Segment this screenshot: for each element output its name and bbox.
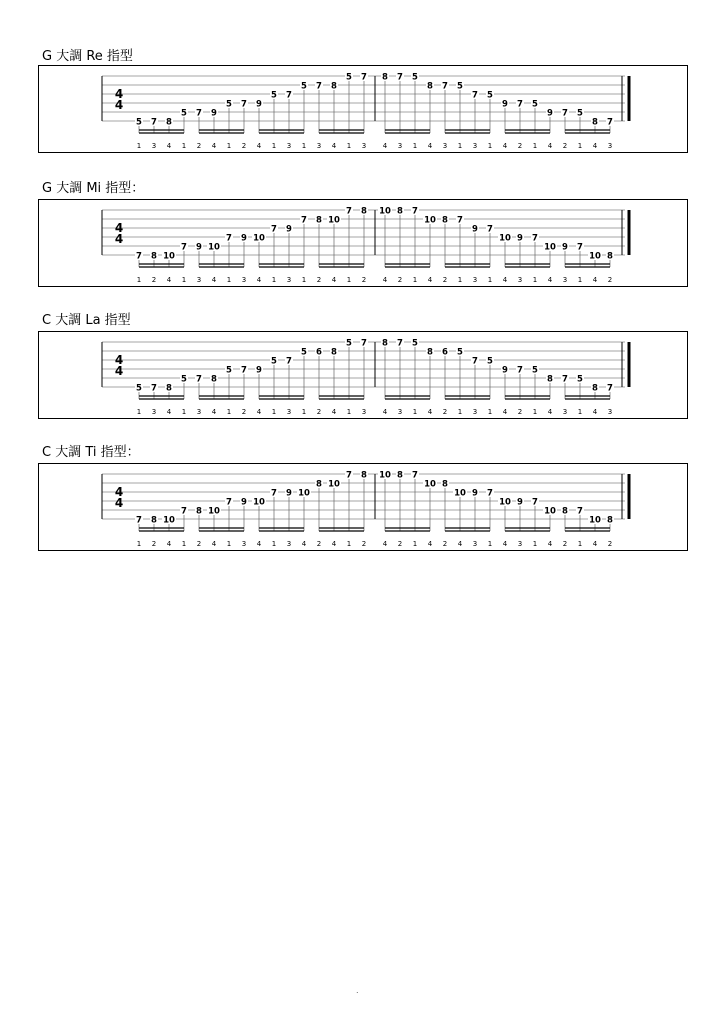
finger-number: 1	[271, 142, 277, 150]
fret-number: 5	[181, 374, 187, 385]
finger-number: 1	[532, 540, 538, 548]
fret-number: 9	[502, 365, 508, 376]
finger-number: 4	[211, 408, 217, 416]
finger-number: 2	[562, 142, 568, 150]
fret-number: 10	[499, 497, 511, 508]
fret-number: 5	[136, 117, 142, 128]
finger-number: 1	[181, 408, 187, 416]
fret-number: 10	[328, 479, 340, 490]
fret-number: 7	[472, 356, 478, 367]
fret-number: 7	[397, 72, 403, 83]
fret-number: 8	[592, 383, 598, 394]
fret-number: 5	[346, 72, 352, 83]
finger-number: 1	[412, 408, 418, 416]
fret-number: 7	[472, 90, 478, 101]
fret-number: 7	[136, 515, 142, 526]
fret-number: 8	[331, 347, 337, 358]
fret-number: 7	[226, 497, 232, 508]
fret-number: 7	[517, 365, 523, 376]
time-signature-bottom: 4	[114, 496, 124, 510]
finger-number: 3	[286, 276, 292, 284]
fret-number: 5	[271, 90, 277, 101]
finger-number: 4	[301, 540, 307, 548]
fret-number: 7	[301, 215, 307, 226]
fret-number: 7	[181, 506, 187, 517]
finger-number: 4	[592, 142, 598, 150]
finger-number: 1	[301, 142, 307, 150]
finger-number: 2	[241, 408, 247, 416]
finger-number: 4	[331, 276, 337, 284]
finger-number: 4	[592, 408, 598, 416]
fret-number: 10	[328, 215, 340, 226]
fret-number: 10	[589, 515, 601, 526]
tab-title-g-re: G 大調 Re 指型	[42, 49, 133, 64]
finger-number: 1	[487, 142, 493, 150]
finger-number: 1	[226, 408, 232, 416]
finger-number: 2	[196, 540, 202, 548]
fret-number: 10	[379, 470, 391, 481]
finger-number: 1	[181, 540, 187, 548]
fret-number: 10	[454, 488, 466, 499]
time-signature-top: 4	[114, 87, 124, 101]
finger-number: 2	[442, 540, 448, 548]
fret-number: 7	[487, 224, 493, 235]
finger-number: 4	[547, 408, 553, 416]
fret-number: 7	[271, 224, 277, 235]
finger-number: 1	[226, 142, 232, 150]
fret-number: 5	[487, 356, 493, 367]
fret-number: 8	[151, 515, 157, 526]
fret-number: 10	[253, 233, 265, 244]
finger-number: 2	[607, 276, 613, 284]
finger-number: 4	[256, 408, 262, 416]
finger-number: 3	[241, 276, 247, 284]
finger-number: 3	[196, 276, 202, 284]
finger-number: 1	[457, 142, 463, 150]
fret-number: 7	[196, 108, 202, 119]
finger-number: 3	[517, 276, 523, 284]
fret-number: 8	[211, 374, 217, 385]
fret-number: 7	[346, 470, 352, 481]
fret-number: 10	[208, 506, 220, 517]
fret-number: 7	[487, 488, 493, 499]
fret-number: 9	[517, 233, 523, 244]
fret-number: 9	[517, 497, 523, 508]
fret-number: 8	[361, 206, 367, 217]
finger-number: 2	[316, 276, 322, 284]
fret-number: 5	[457, 81, 463, 92]
fret-number: 9	[472, 488, 478, 499]
fret-number: 9	[256, 99, 262, 110]
finger-number: 1	[532, 408, 538, 416]
finger-number: 4	[382, 276, 388, 284]
finger-number: 4	[256, 540, 262, 548]
time-signature-top: 4	[114, 221, 124, 235]
finger-number: 2	[607, 540, 613, 548]
fret-number: 8	[607, 251, 613, 262]
fret-number: 7	[577, 242, 583, 253]
finger-number: 2	[316, 540, 322, 548]
fret-number: 8	[607, 515, 613, 526]
fret-number: 5	[346, 338, 352, 349]
fret-number: 7	[346, 206, 352, 217]
finger-number: 2	[151, 540, 157, 548]
fret-number: 8	[361, 470, 367, 481]
finger-number: 2	[442, 408, 448, 416]
finger-number: 3	[286, 540, 292, 548]
finger-number: 4	[211, 276, 217, 284]
finger-number: 4	[331, 540, 337, 548]
fret-number: 8	[196, 506, 202, 517]
finger-number: 2	[361, 276, 367, 284]
finger-number: 3	[361, 408, 367, 416]
finger-number: 4	[256, 142, 262, 150]
fret-number: 9	[286, 488, 292, 499]
finger-number: 3	[397, 408, 403, 416]
finger-number: 4	[166, 142, 172, 150]
fret-number: 5	[301, 347, 307, 358]
fret-number: 9	[547, 108, 553, 119]
finger-number: 3	[607, 142, 613, 150]
finger-number: 1	[457, 408, 463, 416]
fret-number: 10	[163, 515, 175, 526]
finger-number: 4	[331, 408, 337, 416]
tab-staff-c-la	[38, 331, 688, 419]
finger-number: 1	[271, 540, 277, 548]
time-signature-bottom: 4	[114, 98, 124, 112]
finger-number: 1	[532, 142, 538, 150]
time-signature-bottom: 4	[114, 232, 124, 246]
tab-title-g-mi: G 大調 Mi 指型：	[42, 181, 145, 196]
finger-number: 3	[472, 408, 478, 416]
fret-number: 5	[412, 338, 418, 349]
tab-title-c-ti: C 大調 Ti 指型：	[42, 445, 140, 460]
fret-number: 9	[472, 224, 478, 235]
finger-number: 1	[346, 142, 352, 150]
fret-number: 10	[424, 479, 436, 490]
finger-number: 1	[271, 276, 277, 284]
finger-number: 4	[547, 276, 553, 284]
fret-number: 5	[412, 72, 418, 83]
fret-number: 8	[442, 215, 448, 226]
fret-number: 8	[547, 374, 553, 385]
finger-number: 4	[256, 276, 262, 284]
footer-mark: .	[356, 986, 359, 995]
finger-number: 4	[427, 142, 433, 150]
fret-number: 7	[316, 81, 322, 92]
finger-number: 3	[442, 142, 448, 150]
fret-number: 10	[253, 497, 265, 508]
fret-number: 8	[562, 506, 568, 517]
tab-staff-svg	[39, 200, 689, 288]
finger-number: 2	[151, 276, 157, 284]
fret-number: 8	[382, 72, 388, 83]
fret-number: 9	[502, 99, 508, 110]
finger-number: 1	[226, 540, 232, 548]
finger-number: 2	[316, 408, 322, 416]
fret-number: 10	[544, 506, 556, 517]
finger-number: 4	[502, 540, 508, 548]
finger-number: 2	[397, 276, 403, 284]
fret-number: 8	[442, 479, 448, 490]
finger-number: 3	[241, 540, 247, 548]
fret-number: 9	[211, 108, 217, 119]
finger-number: 1	[487, 408, 493, 416]
finger-number: 1	[346, 408, 352, 416]
fret-number: 8	[592, 117, 598, 128]
finger-number: 1	[412, 540, 418, 548]
fret-number: 8	[427, 347, 433, 358]
fret-number: 7	[562, 374, 568, 385]
finger-number: 3	[196, 408, 202, 416]
finger-number: 1	[577, 142, 583, 150]
fret-number: 5	[532, 365, 538, 376]
finger-number: 3	[472, 540, 478, 548]
tab-staff-g-mi	[38, 199, 688, 287]
fret-number: 10	[544, 242, 556, 253]
finger-number: 2	[562, 540, 568, 548]
fret-number: 7	[361, 72, 367, 83]
finger-number: 1	[577, 276, 583, 284]
tab-staff-g-re	[38, 65, 688, 153]
fret-number: 7	[577, 506, 583, 517]
fret-number: 5	[487, 90, 493, 101]
fret-number: 7	[241, 99, 247, 110]
finger-number: 1	[487, 276, 493, 284]
finger-number: 3	[286, 408, 292, 416]
finger-number: 2	[241, 142, 247, 150]
fret-number: 8	[316, 215, 322, 226]
finger-number: 4	[502, 408, 508, 416]
fret-number: 7	[241, 365, 247, 376]
finger-number: 1	[577, 408, 583, 416]
finger-number: 1	[346, 276, 352, 284]
fret-number: 8	[151, 251, 157, 262]
finger-number: 1	[136, 142, 142, 150]
fret-number: 10	[379, 206, 391, 217]
fret-number: 5	[457, 347, 463, 358]
fret-number: 7	[412, 206, 418, 217]
finger-number: 3	[397, 142, 403, 150]
fret-number: 7	[136, 251, 142, 262]
finger-number: 1	[301, 276, 307, 284]
finger-number: 4	[166, 276, 172, 284]
fret-number: 7	[286, 90, 292, 101]
fret-number: 9	[256, 365, 262, 376]
time-signature-bottom: 4	[114, 364, 124, 378]
finger-number: 3	[472, 276, 478, 284]
finger-number: 4	[427, 276, 433, 284]
finger-number: 1	[487, 540, 493, 548]
finger-number: 1	[226, 276, 232, 284]
fret-number: 5	[226, 99, 232, 110]
fret-number: 7	[181, 242, 187, 253]
finger-number: 4	[547, 142, 553, 150]
finger-number: 1	[577, 540, 583, 548]
finger-number: 4	[211, 142, 217, 150]
finger-number: 1	[136, 540, 142, 548]
finger-number: 4	[382, 142, 388, 150]
fret-number: 8	[166, 383, 172, 394]
finger-number: 4	[502, 276, 508, 284]
fret-number: 8	[397, 206, 403, 217]
fret-number: 9	[196, 242, 202, 253]
fret-number: 7	[517, 99, 523, 110]
fret-number: 8	[382, 338, 388, 349]
fret-number: 5	[577, 108, 583, 119]
finger-number: 2	[361, 540, 367, 548]
fret-number: 10	[163, 251, 175, 262]
finger-number: 4	[382, 540, 388, 548]
finger-number: 1	[181, 276, 187, 284]
fret-number: 5	[136, 383, 142, 394]
fret-number: 7	[412, 470, 418, 481]
finger-number: 2	[397, 540, 403, 548]
finger-number: 3	[517, 540, 523, 548]
fret-number: 10	[208, 242, 220, 253]
finger-number: 1	[271, 408, 277, 416]
finger-number: 3	[607, 408, 613, 416]
fret-number: 9	[562, 242, 568, 253]
finger-number: 4	[382, 408, 388, 416]
finger-number: 4	[331, 142, 337, 150]
fret-number: 7	[532, 233, 538, 244]
finger-number: 4	[211, 540, 217, 548]
finger-number: 2	[517, 142, 523, 150]
finger-number: 4	[592, 540, 598, 548]
finger-number: 2	[442, 276, 448, 284]
tab-staff-svg	[39, 66, 689, 154]
fret-number: 10	[589, 251, 601, 262]
fret-number: 7	[562, 108, 568, 119]
finger-number: 3	[562, 276, 568, 284]
fret-number: 10	[298, 488, 310, 499]
fret-number: 5	[577, 374, 583, 385]
finger-number: 1	[136, 408, 142, 416]
fret-number: 7	[607, 383, 613, 394]
fret-number: 7	[607, 117, 613, 128]
finger-number: 1	[346, 540, 352, 548]
finger-number: 1	[532, 276, 538, 284]
fret-number: 7	[286, 356, 292, 367]
finger-number: 1	[412, 276, 418, 284]
fret-number: 7	[361, 338, 367, 349]
fret-number: 5	[271, 356, 277, 367]
fret-number: 7	[397, 338, 403, 349]
fret-number: 8	[331, 81, 337, 92]
finger-number: 4	[457, 540, 463, 548]
finger-number: 3	[472, 142, 478, 150]
finger-number: 3	[286, 142, 292, 150]
fret-number: 5	[226, 365, 232, 376]
finger-number: 3	[316, 142, 322, 150]
finger-number: 4	[166, 540, 172, 548]
tab-staff-svg	[39, 332, 689, 420]
tab-title-c-la: C 大調 La 指型	[42, 313, 131, 328]
fret-number: 8	[316, 479, 322, 490]
finger-number: 2	[196, 142, 202, 150]
fret-number: 5	[301, 81, 307, 92]
finger-number: 1	[136, 276, 142, 284]
fret-number: 7	[151, 383, 157, 394]
fret-number: 5	[181, 108, 187, 119]
finger-number: 4	[547, 540, 553, 548]
fret-number: 6	[442, 347, 448, 358]
finger-number: 3	[151, 408, 157, 416]
fret-number: 7	[457, 215, 463, 226]
fret-number: 8	[427, 81, 433, 92]
fret-number: 9	[241, 497, 247, 508]
fret-number: 6	[316, 347, 322, 358]
fret-number: 7	[271, 488, 277, 499]
finger-number: 2	[517, 408, 523, 416]
fret-number: 9	[286, 224, 292, 235]
finger-number: 3	[361, 142, 367, 150]
finger-number: 3	[151, 142, 157, 150]
fret-number: 7	[532, 497, 538, 508]
tab-staff-svg	[39, 464, 689, 552]
finger-number: 1	[457, 276, 463, 284]
tab-staff-c-ti	[38, 463, 688, 551]
fret-number: 10	[424, 215, 436, 226]
fret-number: 10	[499, 233, 511, 244]
finger-number: 4	[166, 408, 172, 416]
finger-number: 1	[301, 408, 307, 416]
fret-number: 9	[241, 233, 247, 244]
finger-number: 4	[427, 408, 433, 416]
fret-number: 7	[442, 81, 448, 92]
fret-number: 5	[532, 99, 538, 110]
fret-number: 7	[196, 374, 202, 385]
finger-number: 4	[427, 540, 433, 548]
fret-number: 7	[151, 117, 157, 128]
fret-number: 8	[397, 470, 403, 481]
finger-number: 4	[592, 276, 598, 284]
time-signature-top: 4	[114, 353, 124, 367]
finger-number: 1	[412, 142, 418, 150]
fret-number: 7	[226, 233, 232, 244]
finger-number: 1	[181, 142, 187, 150]
time-signature-top: 4	[114, 485, 124, 499]
fret-number: 8	[166, 117, 172, 128]
finger-number: 4	[502, 142, 508, 150]
finger-number: 3	[562, 408, 568, 416]
